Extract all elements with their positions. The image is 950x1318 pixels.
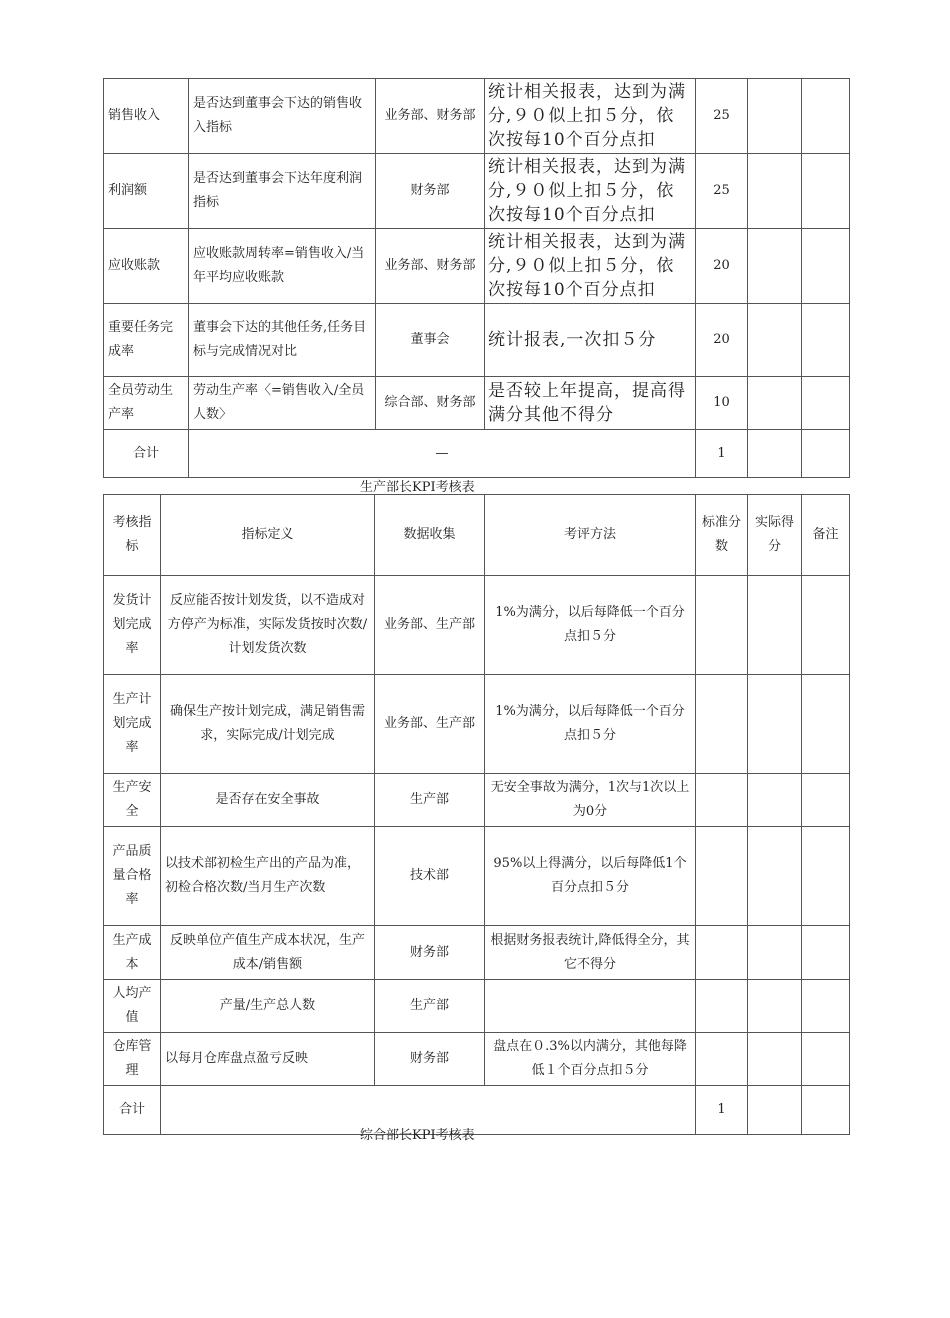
- remark-cell: [802, 229, 850, 304]
- standard-score-cell: [696, 576, 748, 675]
- actual-score-cell: [748, 430, 802, 478]
- table-row: [104, 675, 850, 774]
- table-caption: 生产部长KPI考核表: [360, 480, 475, 495]
- total-label: 合计: [104, 1086, 161, 1135]
- indicator-name: 仓库管理: [104, 1033, 161, 1086]
- indicator-name: 生产计划完成率: [104, 675, 161, 774]
- remark-cell: [802, 1086, 850, 1135]
- remark-cell: [802, 79, 850, 154]
- indicator-name: 人均产值: [104, 980, 161, 1033]
- table-caption: 综合部长KPI考核表: [360, 1128, 475, 1143]
- indicator-definition: 以技术部初检生产出的产品为准，初检合格次数/当月生产次数: [161, 827, 375, 926]
- indicator-definition: 董事会下达的其他任务,任务目标与完成情况对比: [189, 304, 376, 377]
- table-row: [104, 377, 850, 430]
- data-source: 财务部: [375, 1033, 485, 1086]
- standard-score-cell: [696, 1033, 748, 1086]
- total-row: [104, 430, 850, 478]
- evaluation-method: 统计相关报表，达到为满分,９０似上扣５分，依次按每10个百分点扣: [485, 229, 696, 304]
- actual-score-cell: [748, 980, 802, 1033]
- remark-cell: [802, 304, 850, 377]
- standard-score-cell: [696, 980, 748, 1033]
- remark-cell: [802, 980, 850, 1033]
- data-source: 业务部、财务部: [376, 79, 485, 154]
- standard-score: 10: [696, 377, 748, 430]
- indicator-definition: 以每月仓库盘点盈亏反映: [161, 1033, 375, 1086]
- evaluation-method: 盘点在０.3%以内满分，其他每降低１个百分点扣５分: [485, 1033, 696, 1086]
- standard-score-cell: [696, 926, 748, 980]
- table-row: [104, 79, 850, 154]
- data-source: 生产部: [375, 774, 485, 827]
- data-source: 业务部、生产部: [375, 675, 485, 774]
- indicator-name: 应收账款: [104, 229, 189, 304]
- evaluation-method: 统计报表,一次扣５分: [485, 304, 696, 377]
- evaluation-method: 无安全事故为满分，1次与1次以上为0分: [485, 774, 696, 827]
- header-row: [104, 495, 850, 576]
- total-score: 1: [696, 430, 748, 478]
- indicator-definition: 是否达到董事会下达年度利润指标: [189, 154, 376, 229]
- evaluation-method: 根据财务报表统计,降低得全分，其它不得分: [485, 926, 696, 980]
- remark-cell: [802, 430, 850, 478]
- indicator-definition: 产量/生产总人数: [161, 980, 375, 1033]
- table-row: [104, 154, 850, 229]
- data-source: 财务部: [376, 154, 485, 229]
- indicator-definition: 反应能否按计划发货，以不造成对方停产为标准，实际发货按时次数/计划发货次数: [161, 576, 375, 675]
- indicator-name: 销售收入: [104, 79, 189, 154]
- total-score: 1: [696, 1086, 748, 1135]
- actual-score-cell: [748, 1033, 802, 1086]
- actual-score-cell: [748, 576, 802, 675]
- table-row: [104, 827, 850, 926]
- total-dash: —: [189, 430, 696, 478]
- indicator-name: 生产成本: [104, 926, 161, 980]
- table-row: [104, 774, 850, 827]
- header-source: 数据收集: [375, 495, 485, 576]
- evaluation-method: 95%以上得满分，以后每降低1个百分点扣５分: [485, 827, 696, 926]
- table-row: [104, 926, 850, 980]
- data-source: 财务部: [375, 926, 485, 980]
- indicator-name: 重要任务完成率: [104, 304, 189, 377]
- indicator-name: 生产安全: [104, 774, 161, 827]
- standard-score: 25: [696, 79, 748, 154]
- header-standard-score: 标准分数: [696, 495, 748, 576]
- data-source: 董事会: [376, 304, 485, 377]
- remark-cell: [802, 675, 850, 774]
- data-source: 业务部、生产部: [375, 576, 485, 675]
- data-source: 技术部: [375, 827, 485, 926]
- data-source: 业务部、财务部: [376, 229, 485, 304]
- header-actual-score: 实际得分: [748, 495, 802, 576]
- indicator-definition: 反映单位产值生产成本状况，生产成本/销售额: [161, 926, 375, 980]
- indicator-definition: 应收账款周转率=销售收入/当年平均应收账款: [189, 229, 376, 304]
- evaluation-method: 是否较上年提高，提高得满分其他不得分: [485, 377, 696, 430]
- remark-cell: [802, 576, 850, 675]
- table-row: [104, 1033, 850, 1086]
- kpi-table-2: [103, 494, 850, 1135]
- total-row: [104, 1086, 850, 1135]
- header-method: 考评方法: [485, 495, 696, 576]
- indicator-definition: 劳动生产率〈=销售收入/全员人数〉: [189, 377, 376, 430]
- kpi-table-1: [103, 78, 850, 478]
- evaluation-method: [485, 980, 696, 1033]
- table-row: [104, 576, 850, 675]
- actual-score-cell: [748, 304, 802, 377]
- actual-score-cell: [748, 229, 802, 304]
- remark-cell: [802, 377, 850, 430]
- standard-score: 20: [696, 229, 748, 304]
- actual-score-cell: [748, 154, 802, 229]
- indicator-name: 产品质量合格率: [104, 827, 161, 926]
- data-source: 综合部、财务部: [376, 377, 485, 430]
- remark-cell: [802, 827, 850, 926]
- evaluation-method: 1%为满分，以后每降低一个百分点扣５分: [485, 675, 696, 774]
- standard-score-cell: [696, 675, 748, 774]
- evaluation-method: 1%为满分，以后每降低一个百分点扣５分: [485, 576, 696, 675]
- standard-score: 25: [696, 154, 748, 229]
- total-label: 合计: [104, 430, 189, 478]
- header-definition: 指标定义: [161, 495, 375, 576]
- indicator-definition: 确保生产按计划完成，满足销售需求，实际完成/计划完成: [161, 675, 375, 774]
- indicator-name: 全员劳动生产率: [104, 377, 189, 430]
- remark-cell: [802, 774, 850, 827]
- table-row: [104, 980, 850, 1033]
- remark-cell: [802, 926, 850, 980]
- actual-score-cell: [748, 675, 802, 774]
- standard-score-cell: [696, 774, 748, 827]
- actual-score-cell: [748, 377, 802, 430]
- evaluation-method: 统计相关报表，达到为满分,９０似上扣５分，依次按每10个百分点扣: [485, 154, 696, 229]
- standard-score: 20: [696, 304, 748, 377]
- actual-score-cell: [748, 827, 802, 926]
- remark-cell: [802, 154, 850, 229]
- header-remark: 备注: [802, 495, 850, 576]
- table-row: [104, 229, 850, 304]
- standard-score-cell: [696, 827, 748, 926]
- indicator-definition: 是否达到董事会下达的销售收入指标: [189, 79, 376, 154]
- actual-score-cell: [748, 926, 802, 980]
- remark-cell: [802, 1033, 850, 1086]
- actual-score-cell: [748, 774, 802, 827]
- actual-score-cell: [748, 1086, 802, 1135]
- data-source: 生产部: [375, 980, 485, 1033]
- header-indicator: 考核指标: [104, 495, 161, 576]
- table-row: [104, 304, 850, 377]
- evaluation-method: 统计相关报表，达到为满分,９０似上扣５分，依次按每10个百分点扣: [485, 79, 696, 154]
- indicator-name: 发货计划完成率: [104, 576, 161, 675]
- indicator-definition: 是否存在安全事故: [161, 774, 375, 827]
- actual-score-cell: [748, 79, 802, 154]
- indicator-name: 利润额: [104, 154, 189, 229]
